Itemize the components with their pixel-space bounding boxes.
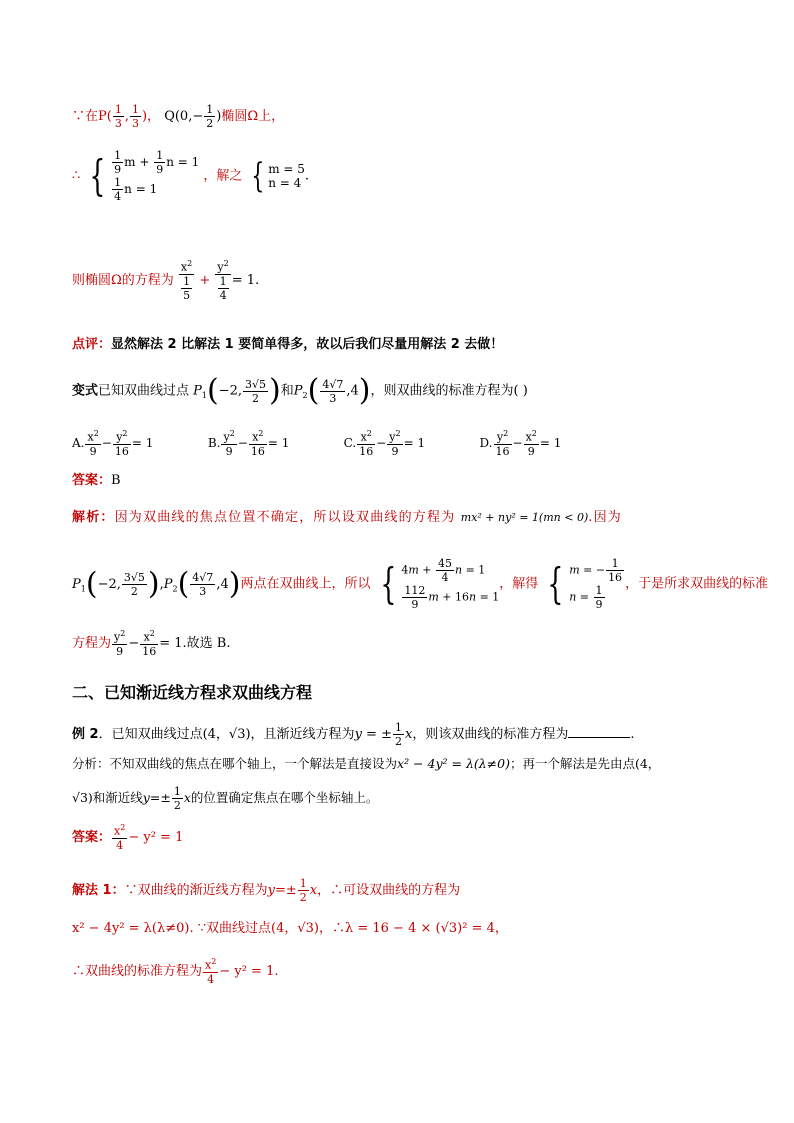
section-title: 二、已知渐近线方程求双曲线方程 — [72, 683, 313, 702]
solution-1-line-3: ∴双曲线的标准方程为 $\frac{x^2}{4}$ − y² = 1. — [72, 957, 279, 986]
analysis-line-1: 解析：因为双曲线的焦点位置不确定，所以设双曲线的方程为 mx² + ny² = 1(mn < 0).因为 — [72, 510, 622, 525]
answer-line-2: 答案： $\frac{x^2}{4}$ − y² = 1 — [72, 823, 184, 852]
variant-question: 变式已知双曲线过点 $P_1(-2$, $\frac{3√5}{2}$ )和$P_2$( $\frac{4√7}{3}$ ,4)，则双曲线的标准方程为( ) — [72, 373, 528, 408]
answer-blank[interactable] — [568, 737, 630, 738]
option-a[interactable]: A. $\frac{x^2}{9}$ − $\frac{y^2}{16}$ = 1 — [72, 429, 154, 458]
analysis-2-line-2: √3)和渐近线y=± $\frac{1}{2}$ x的位置确定焦点在哪个坐标轴上。 — [72, 785, 379, 812]
line-system-solve: ∴ { $\frac{1}{9}$ m + $\frac{1}{9}$ n = 1 $\frac{1}{4}$ n = 1 ，解之 { m = 5 n = 4 . — [72, 149, 310, 203]
comment-line: 点评：显然解法 2 比解法 1 要简单得多，故以后我们尽量用解法 2 去做！ — [72, 337, 504, 352]
example-2: 例 2．已知双曲线过点(4，√3)，且渐近线方程为y = ± $\frac{1}{2}$ x，则该双曲线的标准方程为 . — [72, 721, 635, 748]
line-ellipse-equation: 则椭圆Ω的方程为 $\frac{x^2}{\frac{1}{5}}$ + $\frac{y^2}{\frac{1}{4}}$ = 1. — [72, 259, 260, 302]
analysis-line-2: $P_1(-2$, $\frac{3√5}{2}$ )$,P_2$( $\frac{4√7}{3}$ ,4)两点在双曲线上，所以 { 4m + $\frac{45}{4}$ n = 1 $\frac{112}{9}$ m + 16n = 1 ，解得 { m = − $\frac{1}{16}$ n = $\frac{1}{9}$ ，于是所求双曲线的标准 — [72, 557, 769, 611]
option-d[interactable]: D. $\frac{y^2}{16}$ − $\frac{x^2}{9}$ = 1 — [479, 429, 562, 458]
option-c[interactable]: C. $\frac{x^2}{16}$ − $\frac{y^2}{9}$ = 1 — [343, 429, 426, 458]
analysis-line-3: 方程为 $\frac{y^2}{9}$ − $\frac{x^2}{16}$ = 1.故选 B. — [72, 629, 231, 658]
solution-1-line-1: 解法 1：∵双曲线的渐近线方程为y=± $\frac{1}{2}$ x，∴可设双曲线的方程为 — [72, 877, 461, 904]
solution-1-line-2: x² − 4y² = λ(λ≠0). ∵双曲线过点(4，√3)，∴λ = 16 − 4 × (√3)² = 4， — [72, 921, 508, 936]
line-point-condition: ∵在P( $\frac{1}{3}$ , $\frac{1}{3}$ )， Q(0,− $\frac{1}{2}$ )椭圆Ω上， — [72, 103, 285, 130]
options-row — [72, 430, 611, 457]
analysis-2-line-1: 分析：不知双曲线的焦点在哪个轴上，一个解法是直接设为x² − 4y² = λ(λ≠0)；再一个解法是先由点(4， — [72, 756, 661, 771]
option-b[interactable]: B. $\frac{y^2}{9}$ − $\frac{x^2}{16}$ = 1 — [207, 429, 290, 458]
answer-line-1: 答案：B — [72, 473, 121, 488]
